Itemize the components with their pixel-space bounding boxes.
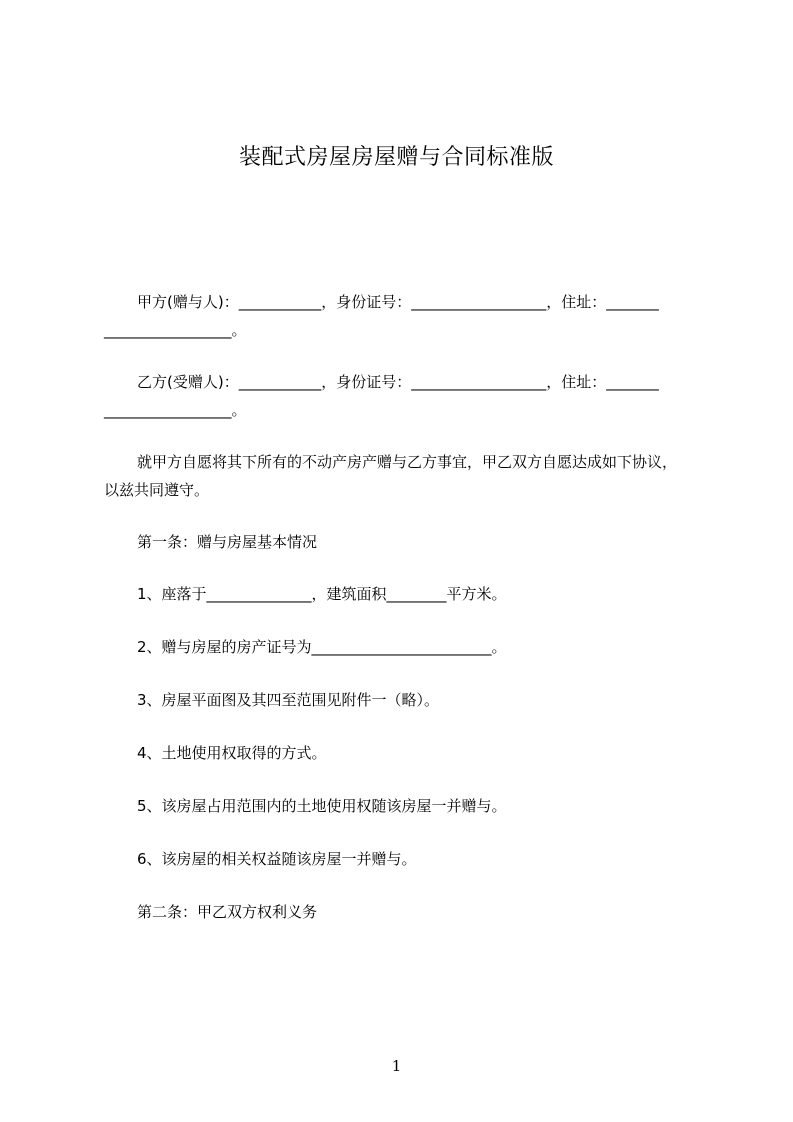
article-1-heading: 第一条：赠与房屋基本情况 (137, 533, 318, 551)
page-number: 1 (391, 1057, 402, 1075)
party-b-line-2: _________________。 (104, 401, 247, 419)
intro-line-2: 以兹共同遵守。 (104, 481, 210, 499)
party-a-line-2: _________________。 (104, 321, 247, 339)
article-1-item-3: 3、房屋平面图及其四至范围见附件一（略）。 (137, 691, 440, 709)
intro-line-1: 就甲方自愿将其下所有的不动产房产赠与乙方事宜，甲乙双方自愿达成如下协议， (137, 453, 678, 471)
article-1-item-6: 6、该房屋的相关权益随该房屋一并赠与。 (137, 850, 417, 868)
article-1-item-2: 2、赠与房屋的房产证号为________________________。 (137, 638, 507, 656)
article-1-item-5: 5、该房屋占用范围内的土地使用权随该房屋一并赠与。 (137, 797, 507, 815)
article-1-item-1: 1、座落于______________，建筑面积________平方米。 (137, 585, 507, 603)
document-title: 装配式房屋房屋赠与合同标准版 (238, 145, 554, 170)
party-a-line-1: 甲方(赠与人)：___________，身份证号：__________________，住址：_______ (137, 293, 659, 311)
article-2-heading: 第二条：甲乙双方权利义务 (137, 903, 318, 921)
article-1-item-4: 4、土地使用权取得的方式。 (137, 744, 327, 762)
party-b-line-1: 乙方(受赠人)：___________，身份证号：__________________，住址：_______ (137, 373, 659, 391)
